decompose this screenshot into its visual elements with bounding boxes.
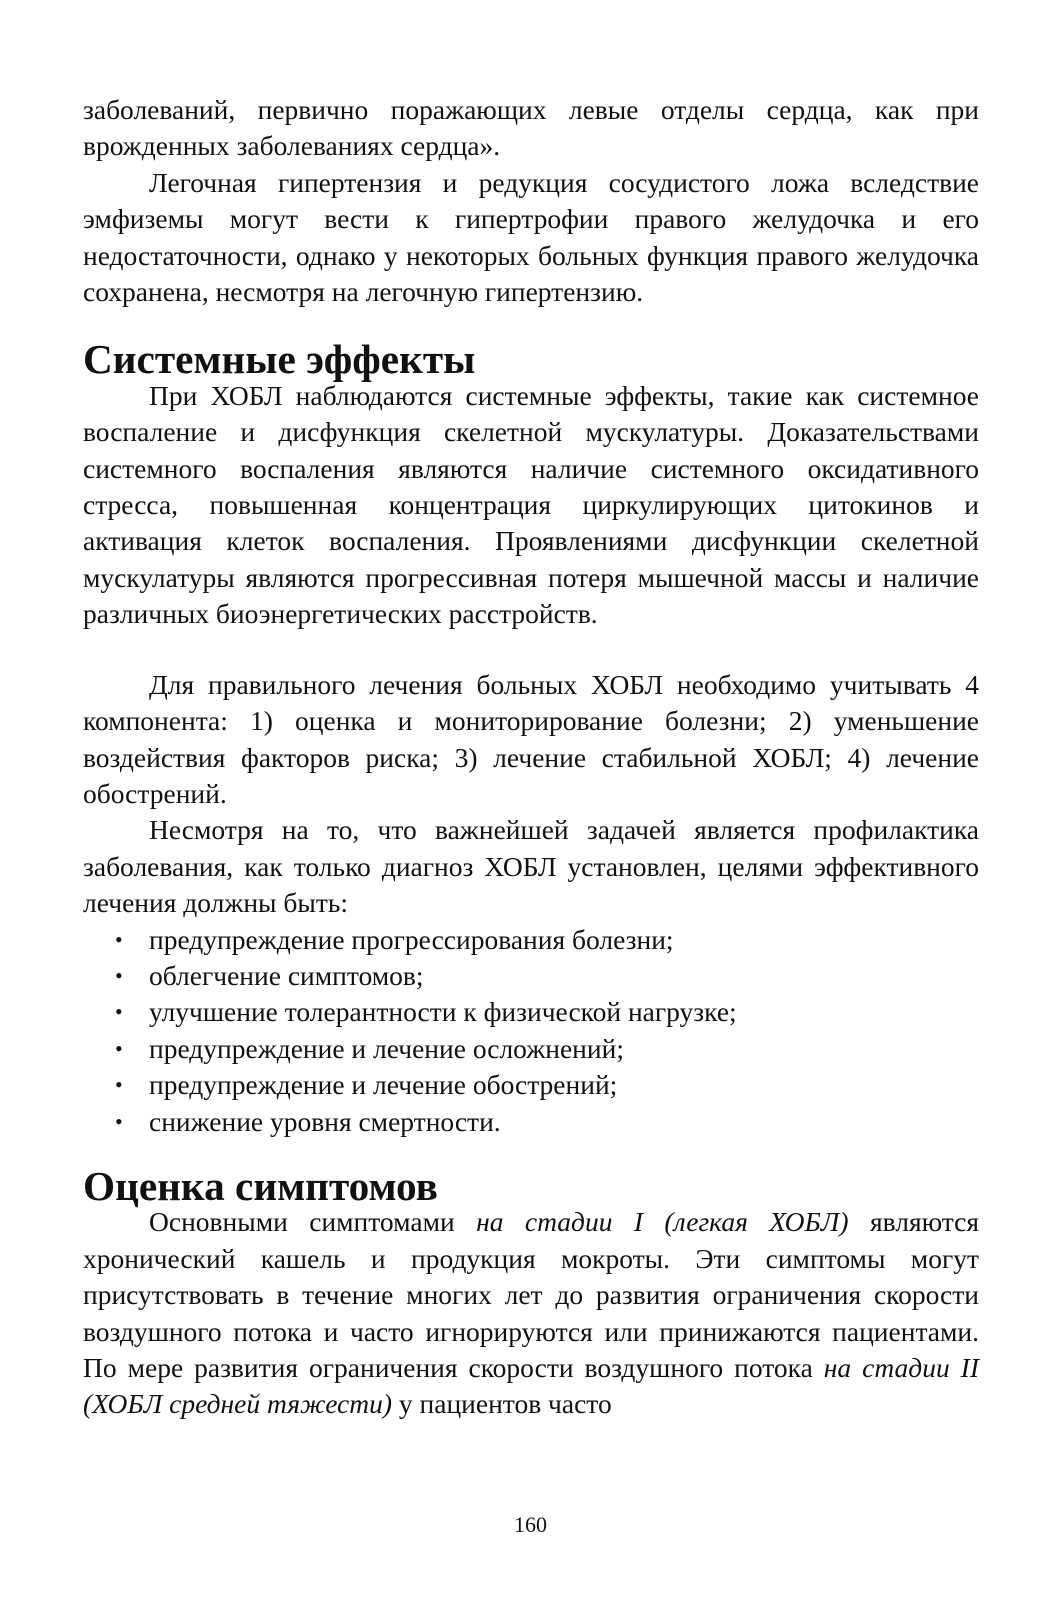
list-item-text: предупреждение и лечение обострений; <box>149 1069 618 1101</box>
symptoms-text-part-1: Основными симптомами <box>149 1206 477 1238</box>
page-number: 160 <box>514 1512 547 1537</box>
list-item-text: предупреждение прогрессирования болезни; <box>149 923 674 955</box>
treatment-components-paragraph: Для правильного лечения больных ХОБЛ необходимо учитывать 4 компонента: 1) оценка и мониторирование болезни; 2) уменьшение воздействия факторов риска; 3) лечение стабильной ХОБЛ; 4) лечение обострений. <box>83 668 979 809</box>
list-item-text: улучшение толерантности к физической нагрузке; <box>149 996 737 1028</box>
stage-one-italic: на стадии I (легкая ХОБЛ) <box>476 1206 849 1238</box>
bullet-icon: • <box>115 962 123 988</box>
stage-two-italic: на стадии II (ХОБЛ средней тяжести) <box>83 1352 979 1420</box>
bullet-icon: • <box>115 1108 123 1134</box>
bullet-icon: • <box>115 1072 123 1098</box>
list-item <box>83 1067 979 1103</box>
bullet-icon: • <box>115 926 123 952</box>
bullet-icon: • <box>115 1035 123 1061</box>
bullet-icon: • <box>115 999 123 1025</box>
heading-symptom-assessment: Оценка симптомов <box>83 1162 438 1209</box>
list-item <box>83 994 979 1030</box>
hypertension-paragraph: Легочная гипертензия и редукция сосудистого ложа вследствие эмфиземы могут вести к гипертрофии правого желудочка и его недостаточности, однако у некоторых больных функция правого желудочка сохранена, несмотря на легочную гипертензию. <box>83 166 979 308</box>
continuation-paragraph: заболеваний, первично поражающих левые отделы сердца, как при врожденных заболеваниях сердца». <box>83 94 979 162</box>
page-content <box>83 92 979 1423</box>
symptoms-text-part-2: являются хронический кашель и продукция мокроты. Эти симптомы могут присутствовать в течение многих лет до развития ограничения скорости воздушного потока и часто игнорируются или принижаются пациентами. По мере развития ограничения скорости воздушного потока <box>83 1206 979 1383</box>
heading-systemic-effects: Системные эффекты <box>83 336 476 383</box>
list-item <box>83 1031 979 1067</box>
list-item <box>83 922 979 958</box>
symptom-assessment-paragraph <box>83 1204 979 1422</box>
systemic-effects-paragraph: При ХОБЛ наблюдаются системные эффекты, такие как системное воспаление и дисфункция скелетной мускулатуры. Доказательствами системного воспаления являются наличие системного оксидативного стресса, повышенная концентрация циркулирующих цитокинов и активация клеток воспаления. Проявлениями дисфункции скелетной мускулатуры являются прогрессивная потеря мышечной массы и наличие различных биоэнергетических расстройств. <box>83 379 979 630</box>
treatment-goals-list <box>83 922 979 1140</box>
symptoms-text-part-3: у пациентов часто <box>392 1388 612 1420</box>
list-item-text: облегчение симптомов; <box>149 959 424 991</box>
treatment-goals-paragraph: Несмотря на то, что важнейшей задачей является профилактика заболевания, как только диагноз ХОБЛ установлен, целями эффективного лечения должны быть: <box>83 814 979 919</box>
list-item <box>83 1104 979 1140</box>
list-item-text: предупреждение и лечение осложнений; <box>149 1032 624 1064</box>
list-item-text: снижение уровня смертности. <box>149 1105 501 1137</box>
list-item <box>83 958 979 994</box>
